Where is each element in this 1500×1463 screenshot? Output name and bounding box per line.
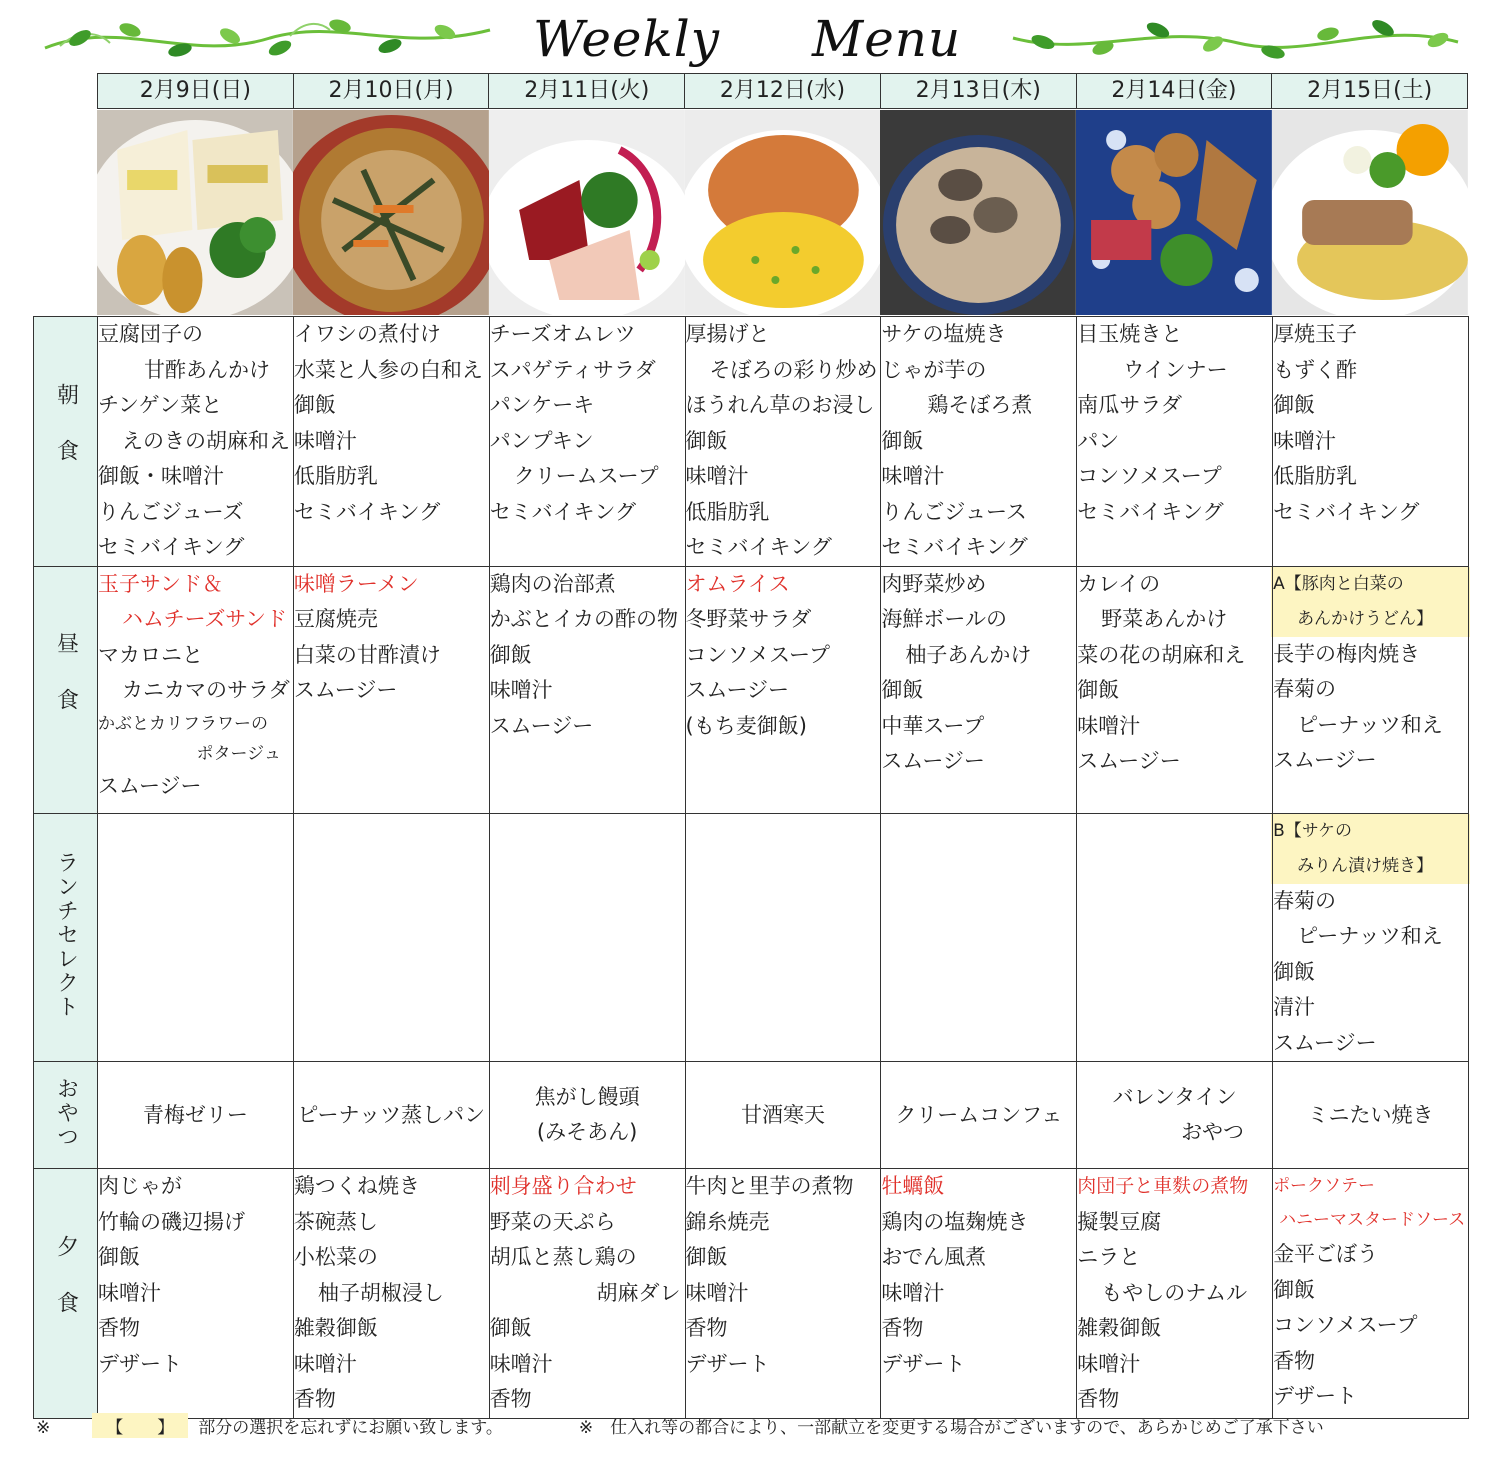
menu-cell-empty xyxy=(293,813,489,1062)
menu-item: 香物 xyxy=(98,1316,140,1340)
menu-item: もやしのナムル xyxy=(1101,1280,1248,1305)
menu-cell-empty xyxy=(881,813,1077,1062)
snack-label-cell xyxy=(34,1062,98,1169)
menu-item: 牛肉と里芋の煮物 xyxy=(685,1174,854,1198)
menu-cell xyxy=(881,566,1077,813)
footer-note-selection: 部分の選択を忘れずにお願い致します。 xyxy=(198,1418,503,1438)
menu-cell xyxy=(489,1062,685,1169)
menu-item: 香物 xyxy=(489,1387,532,1411)
menu-item: りんごジュース xyxy=(881,499,1027,524)
menu-item: セミバイキング xyxy=(1077,499,1224,524)
menu-item: チンゲン菜と xyxy=(98,393,223,417)
menu-item: 味噌汁 xyxy=(489,678,553,702)
footer-note-changes: ※ 仕入れ等の都合により、一部献立を変更する場合がございますので、あらかじめご了承下さい xyxy=(578,1418,1324,1438)
menu-item-featured: 玉子サンド＆ xyxy=(98,571,223,596)
menu-item: ピーナッツ和え xyxy=(1297,712,1443,737)
menu-item: スムージー xyxy=(489,713,594,738)
menu-item: セミバイキング xyxy=(489,499,637,524)
lunch-select-b-highlight xyxy=(1271,814,1470,884)
snack-item: 青梅ゼリー xyxy=(142,1102,248,1127)
menu-cell xyxy=(293,566,489,813)
menu-item-featured: ハムチーズサンド xyxy=(122,607,288,631)
menu-item: デザート xyxy=(1273,1384,1358,1408)
vine-decoration-right xyxy=(1008,8,1463,68)
menu-item: 菜の花の胡麻和え xyxy=(1077,642,1246,667)
menu-item: コンソメスープ xyxy=(1077,464,1222,488)
menu-item-featured: 味噌ラーメン xyxy=(293,571,419,596)
snack-item: ピーナッツ蒸しパン xyxy=(297,1102,486,1127)
snack-item: (みそあん) xyxy=(536,1120,638,1144)
menu-cell xyxy=(881,317,1077,567)
menu-item: ウインナー xyxy=(1123,357,1228,382)
menu-item: セミバイキング xyxy=(1273,499,1420,524)
menu-item: 春菊の xyxy=(1273,888,1337,913)
menu-item: 豆腐焼売 xyxy=(293,607,378,631)
menu-item: パンケーキ xyxy=(489,393,595,417)
food-photo-row xyxy=(97,110,1468,315)
menu-item: 甘酢あんかけ xyxy=(144,357,270,382)
menu-item: デザート xyxy=(685,1351,770,1376)
date-cell: 2月15日(土) xyxy=(1272,74,1467,108)
menu-cell xyxy=(1077,317,1273,567)
menu-item: 茶碗蒸し xyxy=(293,1209,378,1234)
menu-cell xyxy=(1273,813,1469,1062)
food-photo-sandwich xyxy=(97,110,293,315)
menu-cell xyxy=(881,1169,1077,1419)
menu-cell-empty xyxy=(685,813,881,1062)
snack-item: クリームコンフェ xyxy=(895,1102,1063,1127)
menu-item-featured: ハニーマスタードソース xyxy=(1279,1210,1466,1230)
menu-item: B【サケの xyxy=(1273,820,1353,841)
menu-cell xyxy=(98,566,294,813)
menu-item: カレイの xyxy=(1077,571,1161,596)
menu-item: スムージー xyxy=(1077,749,1181,773)
menu-cell xyxy=(98,317,294,567)
footer-mark: ※ xyxy=(36,1418,51,1438)
menu-cell xyxy=(1077,1169,1273,1419)
menu-item: 味噌汁 xyxy=(685,1280,749,1305)
menu-table xyxy=(33,316,1469,1419)
menu-item: 擬製豆腐 xyxy=(1077,1209,1162,1234)
page-title-menu: Menu xyxy=(812,10,962,68)
menu-item: サケの塩焼き xyxy=(881,322,1007,346)
snack-item: 甘酒寒天 xyxy=(740,1102,825,1127)
food-photo-meatballs xyxy=(1076,110,1272,315)
menu-item-featured: オムライス xyxy=(685,571,790,596)
menu-cell xyxy=(1273,1062,1469,1169)
menu-item: 胡瓜と蒸し鶏の xyxy=(489,1245,637,1269)
menu-item: ほうれん草のお浸し xyxy=(685,393,875,417)
lunch-select-a-highlight xyxy=(1271,567,1470,637)
menu-item: スムージー xyxy=(881,749,985,773)
menu-item: 鶏つくね焼き xyxy=(293,1174,420,1198)
menu-cell xyxy=(1273,1169,1469,1419)
menu-item: 味噌汁 xyxy=(1077,1351,1141,1376)
menu-item: クリームスープ xyxy=(513,464,659,488)
menu-cell-empty xyxy=(98,813,294,1062)
menu-cell-empty xyxy=(1077,813,1273,1062)
menu-item: 竹輪の磯辺揚げ xyxy=(98,1209,245,1234)
menu-item: A【豚肉と白菜の xyxy=(1273,573,1404,594)
menu-item: スパゲティサラダ xyxy=(489,357,656,382)
menu-item: 味噌汁 xyxy=(293,428,357,453)
menu-item: 春菊の xyxy=(1273,677,1337,701)
menu-item: 味噌汁 xyxy=(1077,713,1141,738)
menu-cell xyxy=(685,1062,881,1169)
vine-decoration-left xyxy=(40,8,495,68)
menu-item: りんごジューズ xyxy=(98,499,244,524)
menu-item: マカロニと xyxy=(98,642,203,667)
menu-item: 錦糸焼売 xyxy=(685,1209,770,1234)
menu-item: 野菜の天ぷら xyxy=(489,1209,616,1234)
date-cell: 2月12日(水) xyxy=(685,74,881,108)
menu-item: 海鮮ボールの xyxy=(881,607,1007,631)
menu-item: イワシの煮付け xyxy=(293,322,441,346)
menu-cell xyxy=(1077,1062,1273,1169)
menu-item: 柚子あんかけ xyxy=(905,642,1032,667)
menu-item: 味噌汁 xyxy=(1273,428,1337,453)
menu-item: 御飯 xyxy=(489,642,532,667)
breakfast-label-cell xyxy=(34,317,98,567)
menu-item: 金平ごぼう xyxy=(1273,1242,1379,1266)
menu-item: 御飯 xyxy=(489,1316,532,1340)
row-label: 朝食 xyxy=(53,383,79,496)
menu-cell xyxy=(489,1169,685,1419)
menu-item: コンソメスープ xyxy=(685,642,831,667)
menu-item: スムージー xyxy=(98,773,202,798)
menu-item: 野菜あんかけ xyxy=(1101,607,1228,631)
menu-item: デザート xyxy=(881,1351,966,1376)
menu-item: 長芋の梅肉焼き xyxy=(1273,641,1421,666)
footer-highlight-bracket: 【 】 xyxy=(92,1413,188,1438)
menu-item: 味噌汁 xyxy=(685,464,749,488)
page-title-weekly: Weekly xyxy=(533,10,721,68)
row-label: ランチセレクト xyxy=(53,851,79,1020)
food-photo-ramen xyxy=(293,110,489,315)
menu-item: 小松菜の xyxy=(293,1245,378,1269)
menu-item: かぶとイカの酢の物 xyxy=(489,607,679,631)
row-label: 昼食 xyxy=(53,631,79,744)
menu-item: 低脂肪乳 xyxy=(685,499,770,524)
menu-item: もずく酢 xyxy=(1273,357,1358,382)
menu-item: 目玉焼きと xyxy=(1077,322,1183,346)
menu-cell-empty xyxy=(489,813,685,1062)
menu-item: 胡麻ダレ xyxy=(596,1280,681,1305)
lunch-select-row xyxy=(34,813,1469,1062)
menu-cell xyxy=(293,317,489,567)
menu-cell xyxy=(1273,317,1469,567)
menu-item: セミバイキング xyxy=(685,535,832,559)
menu-item: 肉野菜炒め xyxy=(881,571,987,596)
menu-item: 柚子胡椒浸し xyxy=(317,1280,444,1305)
menu-item: 厚揚げと xyxy=(685,322,770,346)
row-label: おやつ xyxy=(53,1077,79,1149)
menu-item: あんかけうどん】 xyxy=(1297,608,1434,629)
menu-item: 御飯 xyxy=(881,678,924,702)
menu-item: 御飯 xyxy=(1273,393,1316,417)
menu-item: 味噌汁 xyxy=(98,1280,161,1305)
date-cell: 2月14日(金) xyxy=(1077,74,1273,108)
menu-cell xyxy=(881,1062,1077,1169)
menu-cell xyxy=(98,1062,294,1169)
menu-item: 冬野菜サラダ xyxy=(685,607,812,631)
menu-item: 中華スープ xyxy=(881,713,985,738)
snack-item: おやつ xyxy=(1181,1120,1245,1144)
menu-item: 御飯 xyxy=(1273,959,1316,984)
menu-item: セミバイキング xyxy=(98,535,245,559)
menu-item: スムージー xyxy=(1273,748,1377,772)
menu-item: 味噌汁 xyxy=(489,1351,553,1376)
date-header-row xyxy=(97,73,1468,109)
menu-item: 雑穀御飯 xyxy=(293,1316,378,1340)
menu-item: セミバイキング xyxy=(881,535,1028,559)
menu-item: えのきの胡麻和え xyxy=(122,428,290,453)
menu-item: 雑穀御飯 xyxy=(1077,1316,1162,1340)
menu-item: 香物 xyxy=(1077,1387,1120,1411)
menu-cell xyxy=(685,317,881,567)
menu-item: 香物 xyxy=(881,1316,924,1340)
dinner-label-cell xyxy=(34,1169,98,1419)
menu-item: スムージー xyxy=(293,678,398,702)
menu-item: 御飯 xyxy=(293,393,336,417)
menu-item: 御飯 xyxy=(881,428,924,453)
menu-item: 香物 xyxy=(293,1387,336,1411)
menu-item: かぶとカリフラワーの xyxy=(98,713,268,734)
snack-item: 焦がし饅頭 xyxy=(534,1085,640,1109)
snack-item: バレンタイン xyxy=(1112,1085,1237,1109)
menu-item-featured: ポークソテー xyxy=(1273,1176,1376,1196)
menu-cell xyxy=(685,566,881,813)
menu-item: (もち麦御飯) xyxy=(685,713,807,738)
menu-cell xyxy=(293,1062,489,1169)
menu-item: 御飯・味噌汁 xyxy=(98,464,224,488)
date-cell: 2月9日(日) xyxy=(98,74,294,108)
food-photo-stirfry xyxy=(685,110,881,315)
menu-item: 低脂肪乳 xyxy=(1273,464,1358,488)
menu-item: 香物 xyxy=(1273,1348,1316,1373)
menu-item: 御飯 xyxy=(685,428,728,453)
snack-row xyxy=(34,1062,1469,1169)
menu-item: 香物 xyxy=(685,1316,728,1340)
menu-item: 御飯 xyxy=(1077,678,1120,702)
menu-item: コンソメスープ xyxy=(1273,1313,1418,1337)
menu-item: 厚焼玉子 xyxy=(1273,322,1358,346)
menu-item: チーズオムレツ xyxy=(489,322,636,346)
menu-item-featured: 肉団子と車麩の煮物 xyxy=(1077,1175,1249,1197)
lunch-label-cell xyxy=(34,566,98,813)
date-cell: 2月13日(木) xyxy=(881,74,1077,108)
lunch-select-label-cell xyxy=(34,813,98,1062)
menu-item: じゃが芋の xyxy=(881,357,987,382)
snack-item: ミニたい焼き xyxy=(1307,1102,1434,1127)
menu-item-featured: 牡蠣飯 xyxy=(881,1174,945,1198)
menu-item: 低脂肪乳 xyxy=(293,464,378,488)
menu-cell xyxy=(489,317,685,567)
menu-item: 鶏そぼろ煮 xyxy=(927,393,1033,417)
menu-item: ニラと xyxy=(1077,1245,1141,1269)
menu-item: 豆腐団子の xyxy=(98,322,203,346)
menu-item: おでん風煮 xyxy=(881,1245,987,1269)
menu-item-featured: 刺身盛り合わせ xyxy=(489,1174,637,1198)
menu-item: ポタージュ xyxy=(196,743,281,764)
food-photo-sashimi xyxy=(489,110,685,315)
footer-notes xyxy=(36,1413,1324,1438)
menu-item: 御飯 xyxy=(98,1245,140,1269)
menu-item: 白菜の甘酢漬け xyxy=(293,642,441,667)
menu-item: パンプキン xyxy=(489,428,594,453)
dinner-row xyxy=(34,1169,1469,1419)
date-cell: 2月10日(月) xyxy=(294,74,490,108)
menu-item: 清汁 xyxy=(1273,995,1316,1019)
food-photo-pork-saute xyxy=(1272,110,1468,315)
menu-item: 味噌汁 xyxy=(881,1280,945,1305)
menu-item: パン xyxy=(1077,428,1120,453)
food-photo-oyster-rice xyxy=(880,110,1076,315)
menu-item: セミバイキング xyxy=(293,499,441,524)
menu-item: 味噌汁 xyxy=(293,1351,357,1376)
lunch-row xyxy=(34,566,1469,813)
menu-item: スムージー xyxy=(685,678,790,702)
menu-item: 御飯 xyxy=(685,1245,728,1269)
menu-item: 鶏肉の塩麹焼き xyxy=(881,1209,1029,1234)
row-label: 夕食 xyxy=(53,1235,79,1348)
menu-item: デザート xyxy=(98,1351,182,1376)
menu-item: 南瓜サラダ xyxy=(1077,393,1183,417)
menu-item: 水菜と人参の白和え xyxy=(293,357,483,382)
menu-item: みりん漬け焼き】 xyxy=(1297,855,1434,876)
menu-cell xyxy=(489,566,685,813)
menu-item: 御飯 xyxy=(1273,1277,1316,1302)
menu-item: スムージー xyxy=(1273,1030,1377,1055)
menu-item: カニカマのサラダ xyxy=(122,678,290,702)
menu-cell xyxy=(98,1169,294,1419)
menu-item: 肉じゃが xyxy=(98,1174,182,1198)
menu-cell xyxy=(293,1169,489,1419)
menu-item: ピーナッツ和え xyxy=(1297,924,1443,948)
date-cell: 2月11日(火) xyxy=(489,74,685,108)
menu-cell xyxy=(685,1169,881,1419)
menu-item: 味噌汁 xyxy=(881,464,945,488)
menu-cell xyxy=(1077,566,1273,813)
menu-cell xyxy=(1273,566,1469,813)
breakfast-row xyxy=(34,317,1469,567)
menu-item: そぼろの彩り炒め xyxy=(709,357,878,382)
menu-item: 鶏肉の治部煮 xyxy=(489,571,616,596)
